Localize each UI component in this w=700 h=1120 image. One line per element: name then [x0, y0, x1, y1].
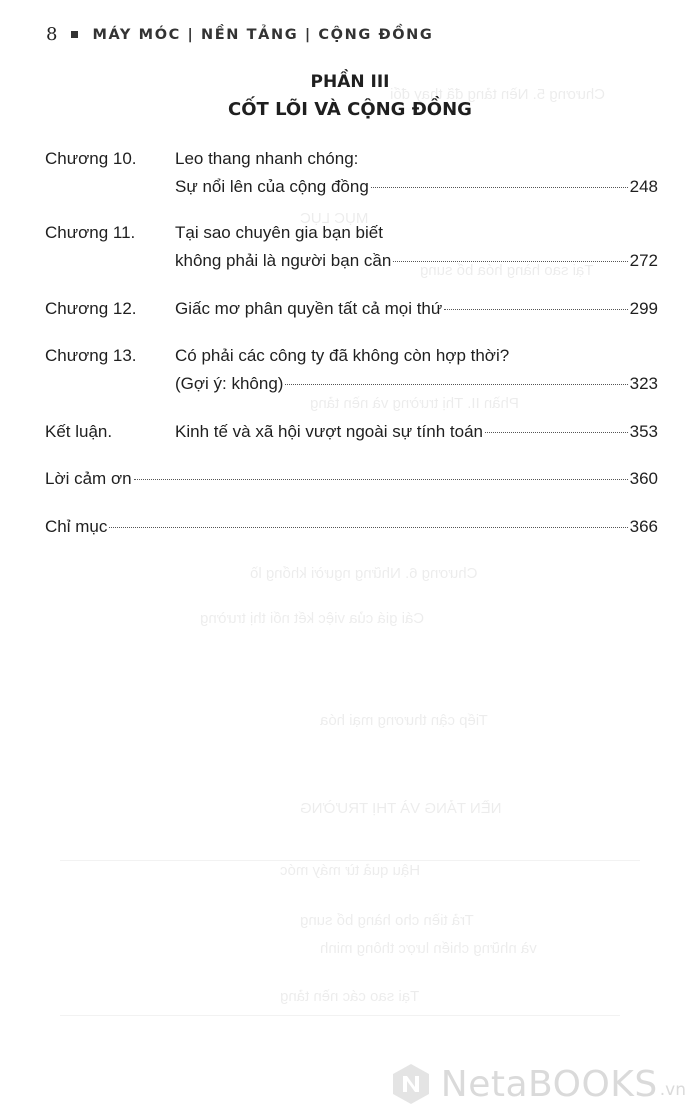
toc-label: Lời cảm ơn — [45, 469, 132, 488]
toc-entry-acknowledgements[interactable] — [45, 465, 658, 493]
toc-label: Kết luận. — [45, 422, 113, 441]
watermark-suffix: .vn — [659, 1080, 686, 1100]
toc-label: Chương 12. — [45, 299, 137, 318]
dot-leader — [109, 527, 627, 528]
toc-page-number: 248 — [629, 177, 658, 196]
toc-title-line: Có phải các công ty đã không còn hợp thời? — [175, 346, 510, 365]
netabooks-logo-icon — [389, 1062, 433, 1106]
toc-label: Chỉ mục — [45, 517, 108, 536]
dot-leader — [134, 479, 628, 480]
toc-page-number: 272 — [629, 251, 658, 270]
netabooks-watermark — [389, 1062, 686, 1106]
toc-page-number: 353 — [629, 422, 658, 441]
dot-leader — [485, 432, 628, 433]
toc-title-line: không phải là người bạn cần — [175, 251, 392, 270]
dot-leader — [371, 187, 628, 188]
toc-page-number: 299 — [629, 299, 658, 318]
part-title: CỐT LÕI VÀ CỘNG ĐỒNG — [228, 99, 472, 120]
square-bullet-icon — [71, 31, 78, 38]
toc-title-line: Sự nổi lên của cộng đồng — [175, 177, 369, 196]
dot-leader — [444, 309, 627, 310]
toc-label: Chương 10. — [45, 149, 137, 168]
toc-label: Chương 11. — [45, 223, 136, 242]
toc-label: Chương 13. — [45, 346, 137, 365]
dot-leader — [285, 384, 627, 385]
toc-title-line: (Gợi ý: không) — [175, 374, 284, 393]
watermark-text: NetaBOOKS — [440, 1063, 658, 1105]
toc-title-line: Leo thang nhanh chóng: — [175, 149, 359, 168]
running-head — [46, 24, 433, 45]
part-label: PHẦN III — [310, 72, 390, 92]
toc-title-line: Kinh tế và xã hội vượt ngoài sự tính toán — [175, 422, 483, 441]
toc-page-number: 360 — [629, 469, 658, 488]
toc-page-number: 366 — [629, 517, 658, 536]
toc-title-line: Tại sao chuyên gia bạn biết — [175, 223, 383, 242]
toc-page-number: 323 — [629, 374, 658, 393]
toc-entry-index[interactable] — [45, 513, 658, 541]
dot-leader — [393, 261, 627, 262]
page-number: 8 — [46, 24, 58, 45]
toc-title-line: Giấc mơ phân quyền tất cả mọi thứ — [175, 299, 443, 318]
book-title: MÁY MÓC | NỀN TẢNG | CỘNG ĐỒNG — [92, 26, 434, 43]
